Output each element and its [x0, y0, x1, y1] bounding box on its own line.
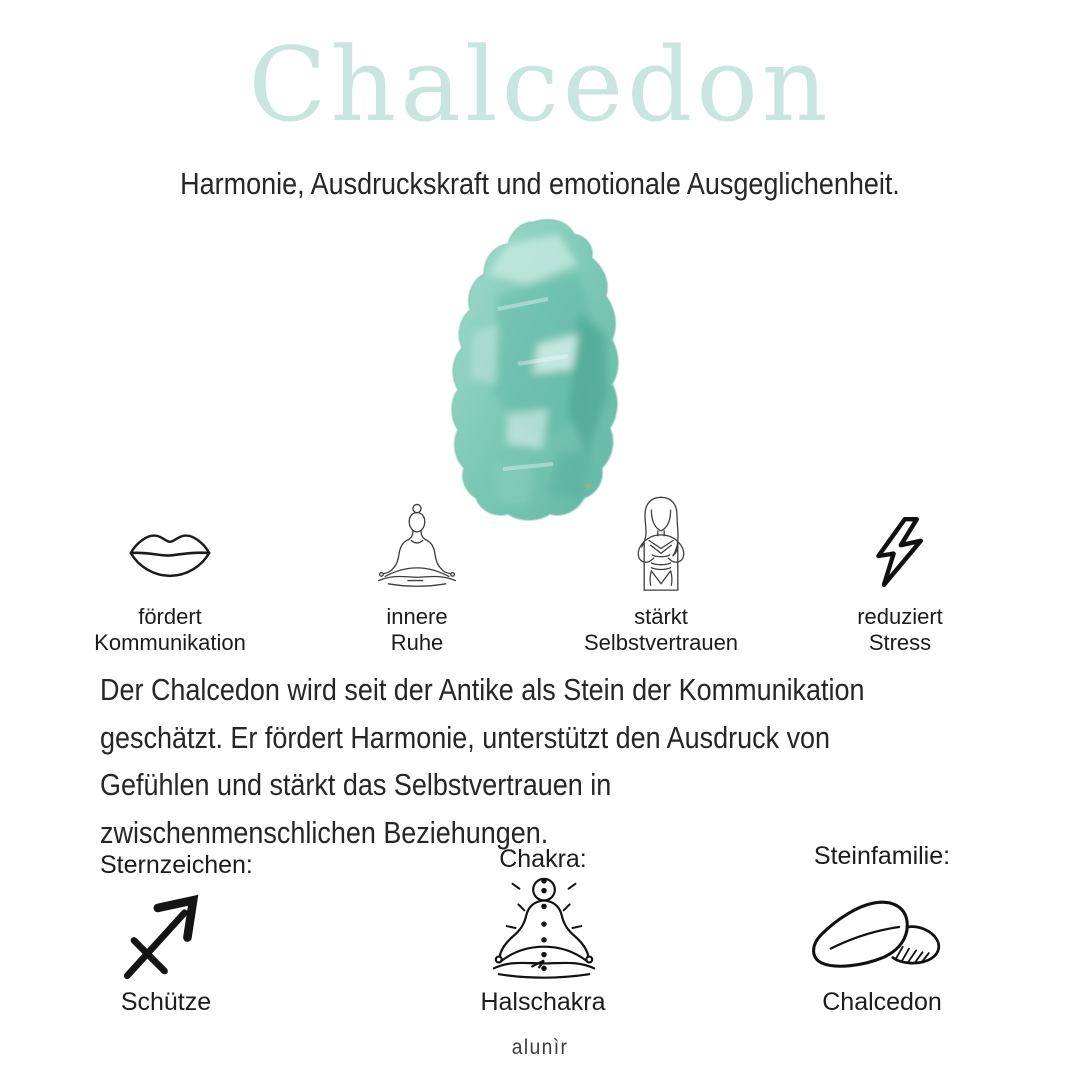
stone-icon	[803, 891, 961, 981]
meditation-icon	[372, 497, 462, 597]
sagittarius-icon	[112, 886, 217, 991]
crystal-illustration	[438, 214, 642, 526]
page-subtitle: Harmonie, Ausdruckskraft und emotionale Ausgeglichenheit.	[180, 166, 900, 201]
description-paragraph	[100, 666, 918, 856]
confident-woman-icon	[625, 492, 697, 597]
lips-icon	[128, 524, 212, 582]
benefit-label-confidence: stärkt Selbstvertrauen	[583, 604, 739, 655]
brand-logo: alunìr	[511, 1036, 569, 1059]
page-title: Chalcedon	[248, 26, 832, 145]
crystal-watercolor-icon	[438, 214, 642, 526]
zodiac-label: Sternzeichen:	[100, 851, 253, 879]
benefit-label-stress: reduziert Stress	[857, 604, 943, 655]
chakra-value: Halschakra	[480, 988, 606, 1016]
description-line: zwischenmenschlichen Beziehungen.	[100, 814, 549, 850]
description-line: geschätzt. Er fördert Harmonie, unterstützt den Ausdruck von	[100, 719, 831, 755]
benefit-label-communication: fördert Kommunikation	[94, 604, 246, 655]
zodiac-value: Schütze	[120, 988, 212, 1016]
chakra-meditation-icon	[485, 870, 603, 988]
stone-family-value: Chalcedon	[822, 988, 942, 1016]
stone-family-label: Steinfamilie:	[813, 842, 951, 870]
benefit-label-calm: innere Ruhe	[386, 604, 448, 655]
lightning-icon	[872, 508, 928, 596]
chakra-label: Chakra:	[499, 845, 587, 873]
description-line: Gefühlen und stärkt das Selbstvertrauen in	[100, 767, 612, 802]
description-line: Der Chalcedon wird seit der Antike als Stein der Kommunikation	[100, 672, 865, 707]
